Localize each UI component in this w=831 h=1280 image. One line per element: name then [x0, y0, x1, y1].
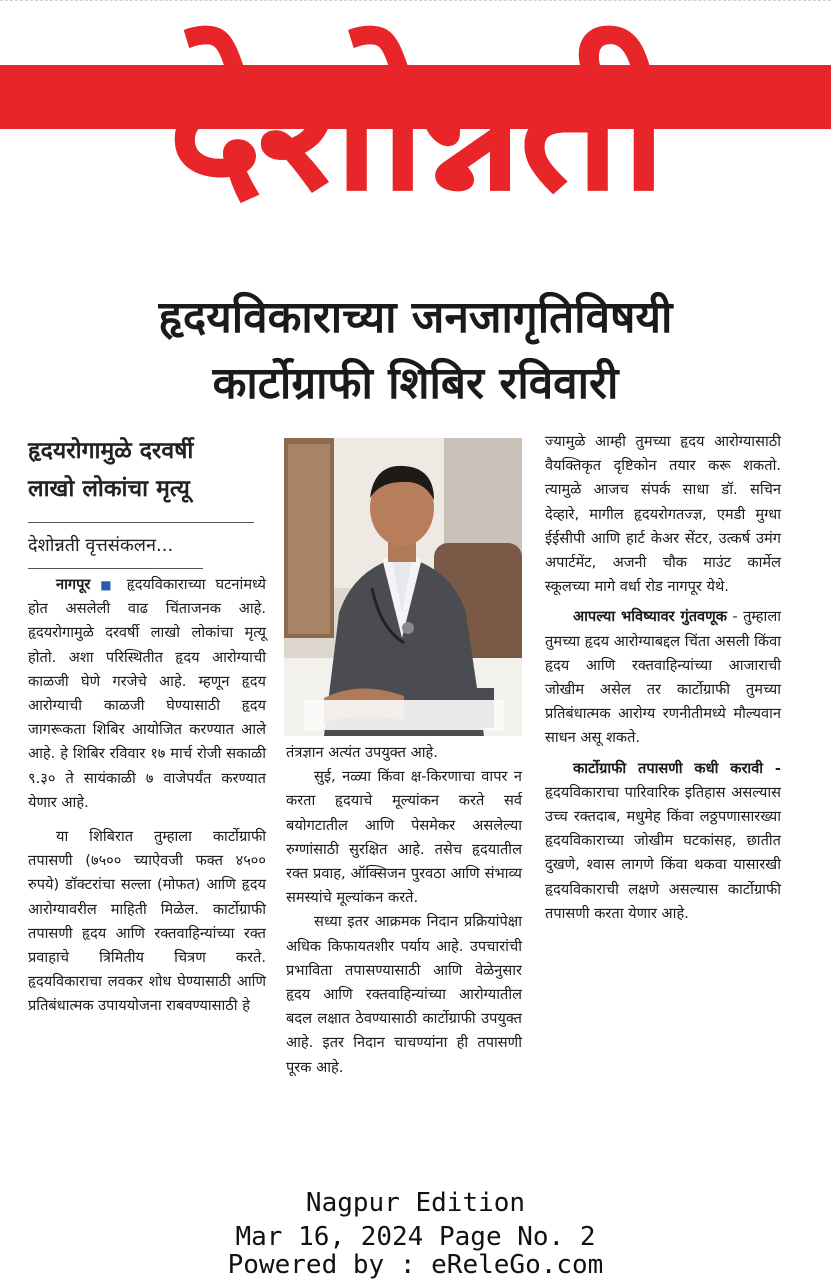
footer-edition: Nagpur Edition — [305, 1188, 526, 1218]
footer-date-page: Mar 16, 2024 Page No. 2 — [235, 1222, 596, 1252]
subheadline-line-1: हृदयरोगामुळे दरवर्षी — [28, 438, 194, 464]
column-2-paragraph-2: सुई, नळ्या किंवा क्ष-किरणाचा वापर न करता हृदयाचे मूल्यांकन करते सर्व बयोगटातील आणि पेसमेकर असलेल्या रुग्णांसाठी सुरक्षित आहे. तसेच हृदयातील रक्त प्रवाह, ऑक्सिजन पुरवठा आणि संभाव्य समस्यांचे मूल्यांकन करते. — [286, 768, 522, 907]
article-subheadline — [28, 432, 260, 508]
section-1-title: आपल्या भविष्यावर गुंतवणूक — [573, 608, 727, 626]
section-1-body: - तुम्हाला तुमच्या हृदय आरोग्याबद्दल चिंता असली किंवा हृदय आणि रक्तवाहिन्यांच्या आजाराची जोखीम असेल तर कार्टोग्राफी तुमच्या प्रतिबंधात्मक आरोग्य रणनीतीमध्ये मौल्यवान साधन असू शकते. — [545, 608, 781, 747]
column-1-paragraph-1 — [28, 573, 266, 815]
column-3-section-2 — [545, 757, 781, 926]
section-2-body: हृदयविकाराचा पारिवारिक इतिहास असल्यास उच्च रक्तदाब, मधुमेह किंवा लठ्ठपणासारख्या हृदयविकाराच्या जोखीम घटकांसह, छातीत दुखणे, श्वास लागणे किंवा थकवा यासारखी हृदयविकाराची लक्षणे असल्यास कार्टोग्राफी तपासणी करता येणार आहे. — [545, 783, 781, 922]
article-headline — [60, 285, 771, 417]
subheadline-line-2: लाखो लोकांचा मृत्यू — [28, 476, 190, 502]
subheadline-rule — [28, 522, 254, 523]
column-1-text-1: हृदयविकाराच्या घटनांमध्ये होत असलेली वाढ चिंताजनक आहे. हृदयरोगामुळे दरवर्षी लाखो लोकांचा मृत्यू होतो. अशा परिस्थितीत हृदय आरोग्याची काळजी घेणे गरजेचे आहे. म्हणून हृदय आरोग्याची काळजी घेण्यासाठी हृदय जागरूकता शिबिर आयोजित करण्यात आले आहे. हे शिबिर रविवार १७ मार्च रोजी सकाळी ९.३० ते सायंकाळी ७ वाजेपर्यंत करण्यात येणार आहे. — [28, 576, 266, 811]
bureau-credit: देशोन्नती वृत्तसंकलन... — [28, 535, 174, 556]
doctor-portrait-photo — [284, 438, 522, 736]
headline-line-2: कार्टोग्राफी शिबिर रविवारी — [212, 358, 619, 409]
column-3-section-1 — [545, 605, 781, 750]
column-1-paragraph-2: या शिबिरात तुम्हाला कार्टोग्राफी तपासणी (७५०० च्याऐवजी फक्त ४५०० रुपये) डॉक्टरांचा सल्ला (मोफत) आणि हृदय आरोग्यावरील माहिती मिळेल. कार्टोग्राफी तपासणी हृदय आणि रक्तवाहिन्यांच्या रक्त प्रवाहाचे त्रिमितीय चित्रण करते. हृदयविकाराचा लवकर शोध घेण्यासाठी आणि प्रतिबंधात्मक उपाययोजना राबवण्यासाठी हे — [28, 828, 266, 1015]
bullet-square-icon: ■ — [100, 578, 117, 592]
section-2-title: कार्टोग्राफी तपासणी कधी करावी - — [573, 759, 781, 777]
doctor-photo-graphic — [284, 438, 522, 736]
masthead-title: देशोन्नती — [168, 23, 663, 230]
bureau-rule — [28, 568, 203, 569]
dateline: नागपूर — [56, 576, 91, 593]
column-2 — [286, 741, 522, 1080]
headline-line-1: हृदयविकाराच्या जनजागृतिविषयी — [158, 292, 673, 343]
column-3-intro: ज्यामुळे आम्ही तुमच्या हृदय आरोग्यासाठी वैयक्तिकृत दृष्टिकोन तयार करू शकतो. त्यामुळे आजच संपर्क साधा डॉ. सचिन देव्हारे, मागील हृदयरोगतज्ज्ञ, एमडी मुग्धा ईईसीपी आणि हार्ट केअर सेंटर, उत्कर्ष उमंग अपार्टमेंट, अजनी चौक माउंट कार्मेल स्कूलच्या मागे वर्धा रोड नागपूर येथे. — [545, 433, 781, 596]
column-2-paragraph-3: सध्या इतर आक्रमक निदान प्रक्रियांपेक्षा अधिक किफायतशीर पर्याय आहे. उपचारांची प्रभाविता तपासण्यासाठी आणि वेळेनुसार हृदय आणि रक्तवाहिन्यांच्या आरोग्यातील बदल लक्षात ठेवण्यासाठी कार्टोग्राफी उपयुक्त आहे. इतर निदान चाचण्यांना ही तपासणी पूरक आहे. — [286, 913, 522, 1076]
column-3 — [545, 430, 781, 926]
column-1 — [28, 573, 266, 1019]
masthead — [0, 0, 831, 241]
footer-powered-by: Powered by : eReleGo.com — [227, 1250, 604, 1280]
column-2-paragraph-1: तंत्रज्ञान अत्यंत उपयुक्त आहे. — [286, 744, 438, 761]
